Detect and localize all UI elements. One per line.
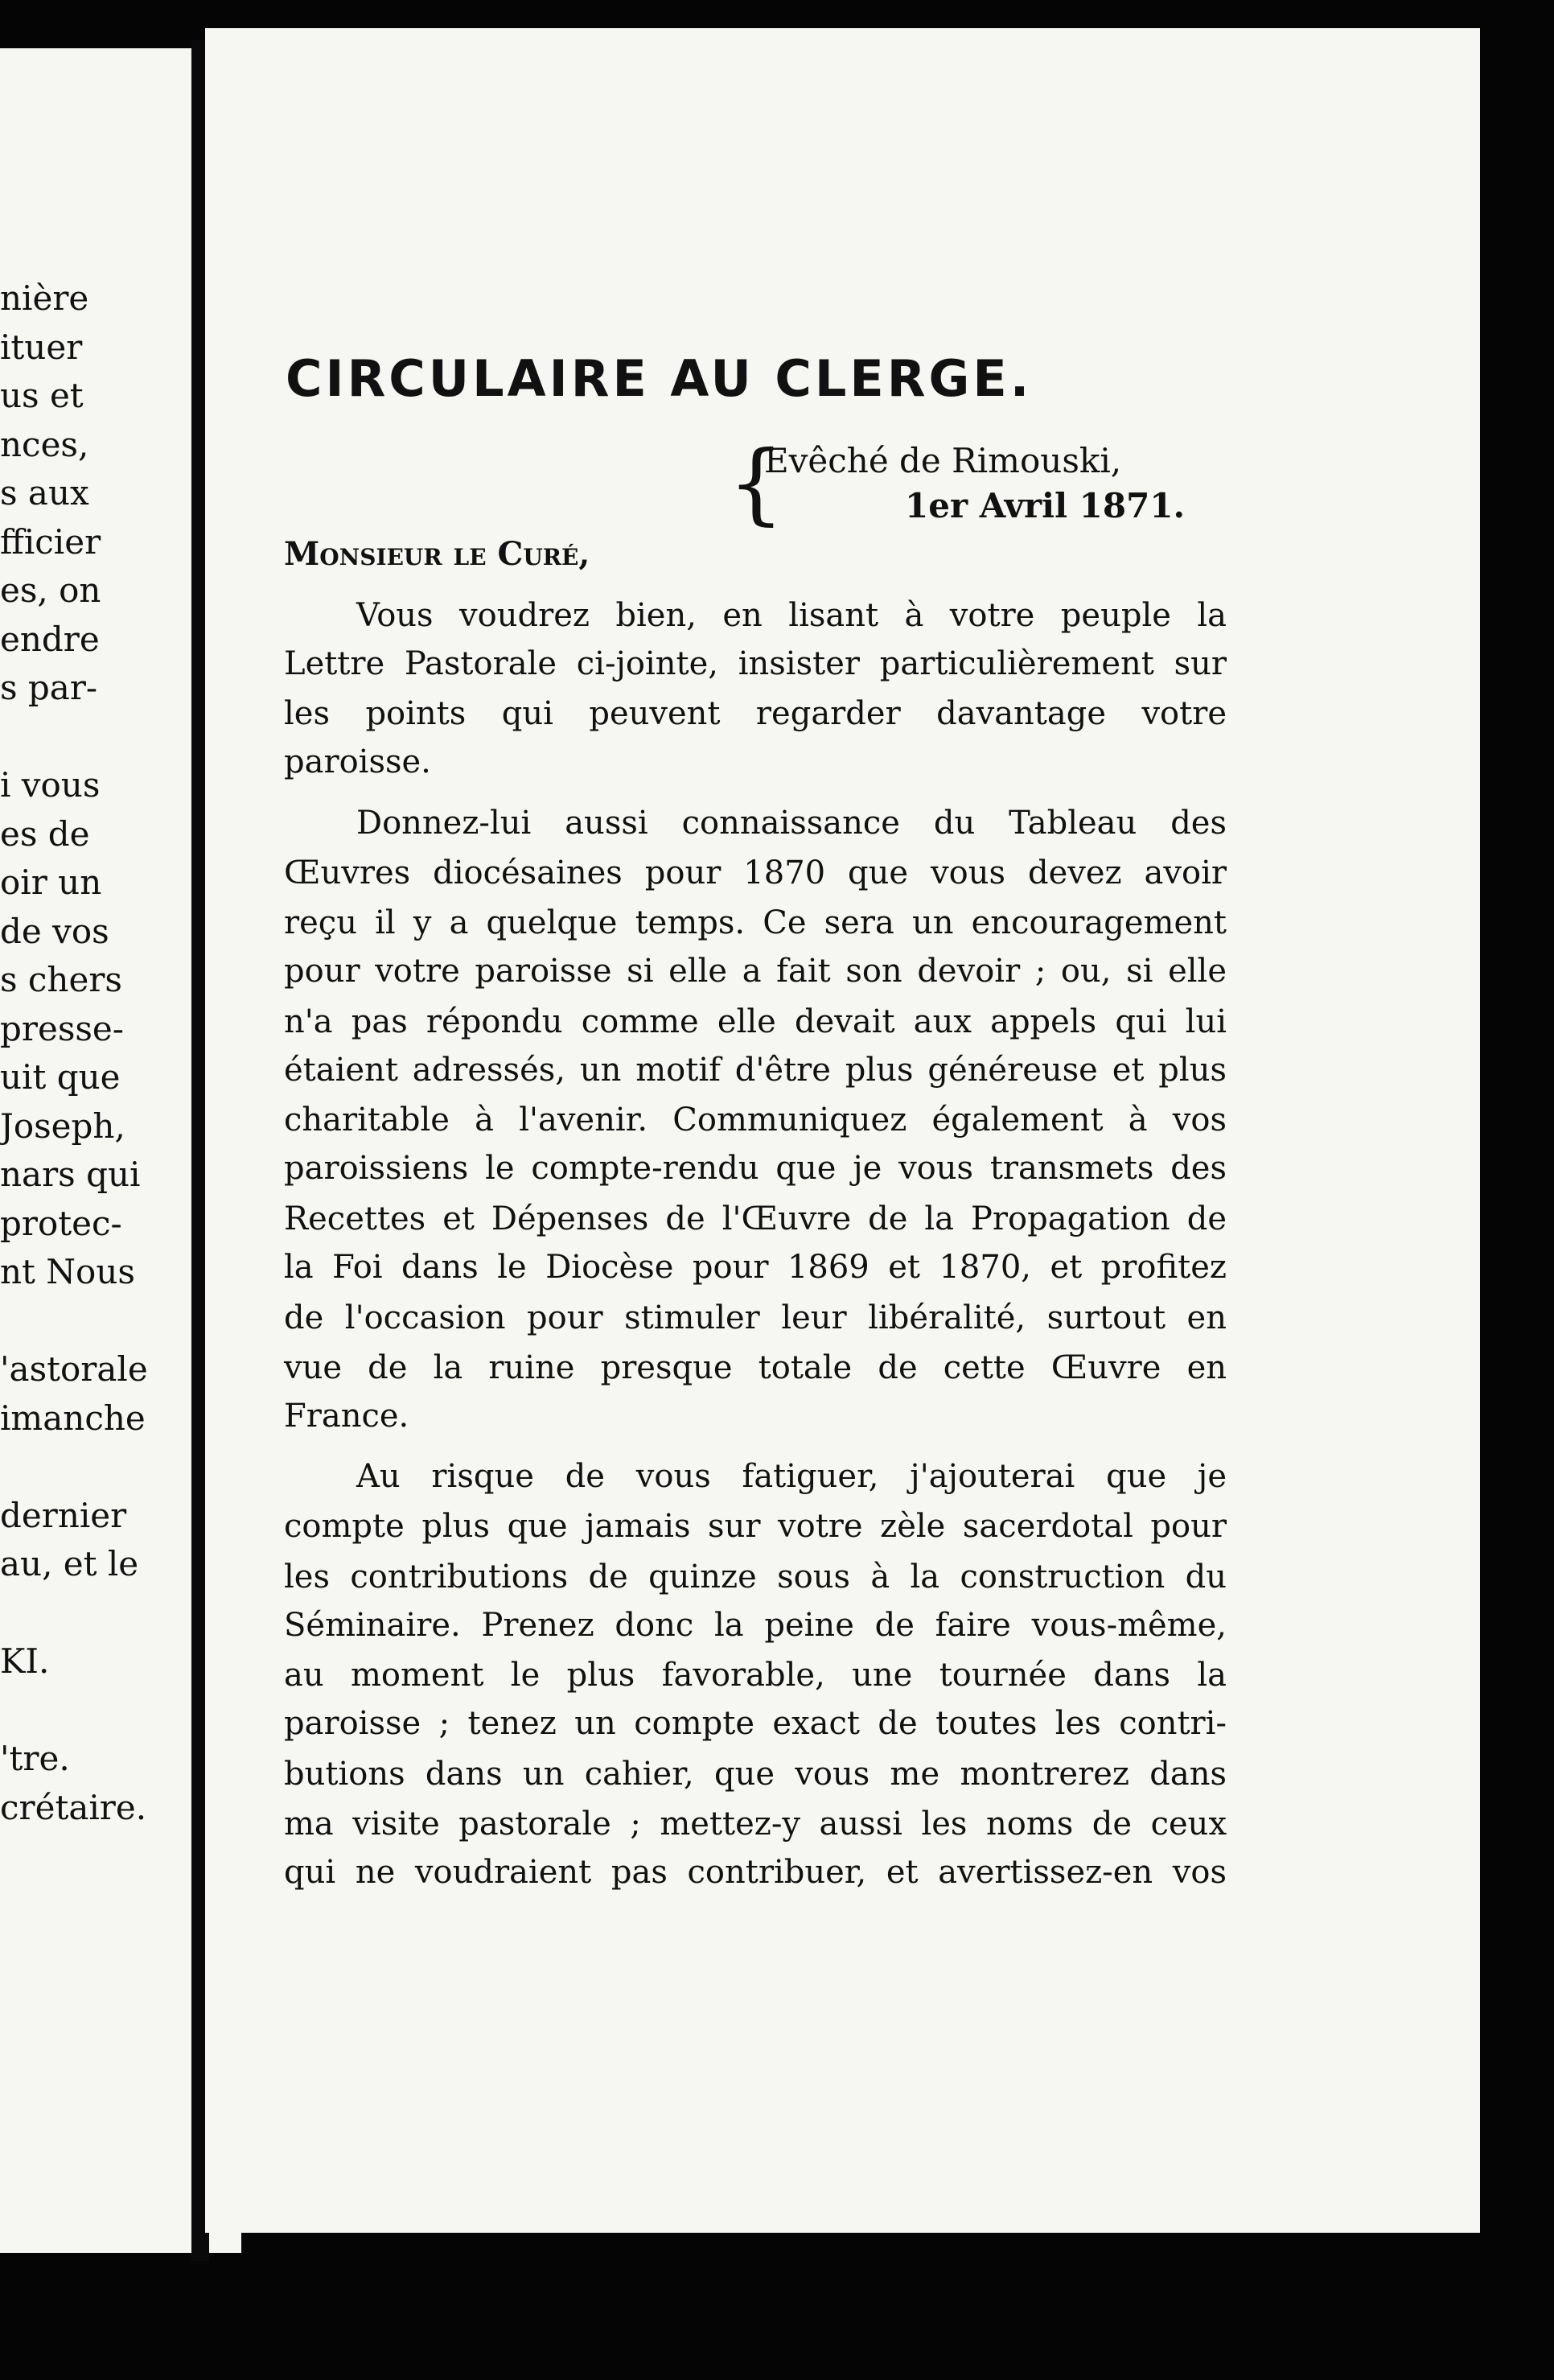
body-line: Lettre Pastorale ci-jointe, insister particulièrement sur <box>284 645 1227 682</box>
body-line: Au risque de vous fatiguer, j'ajouterai que je <box>356 1458 1227 1495</box>
left-page-line: nars qui <box>0 1155 141 1194</box>
left-page-line: uit que <box>0 1057 121 1097</box>
body-line: compte plus que jamais sur votre zèle sacerdotal pour <box>284 1508 1227 1545</box>
dateline-place: Evêché de Rimouski, <box>764 441 1122 480</box>
brace-icon: { <box>728 431 784 534</box>
left-page-line: au, et le <box>0 1544 139 1583</box>
left-page-line: nière <box>0 278 89 318</box>
left-page-line: i vous <box>0 765 101 805</box>
salutation: Monsieur le Curé, <box>284 535 590 573</box>
left-page-line: endre <box>0 619 100 659</box>
body-line: étaient adressés, un motif d'être plus généreuse et plus <box>284 1052 1227 1089</box>
body-line: butions dans un cahier, que vous me montrerez dans <box>284 1756 1227 1793</box>
body-line: charitable à l'avenir. Communiquez également à vos <box>284 1101 1227 1139</box>
body-line: la Foi dans le Diocèse pour 1869 et 1870, et profitez <box>284 1249 1227 1286</box>
dateline-date: 1er Avril 1871. <box>905 486 1186 525</box>
body-line: Donnez-lui aussi connaissance du Tableau des <box>356 805 1227 842</box>
left-page-line: protec- <box>0 1203 122 1243</box>
left-page-line: s aux <box>0 473 89 513</box>
left-page-line: 'astorale <box>0 1349 148 1389</box>
left-page-line: presse- <box>0 1008 124 1048</box>
body-line: Séminaire. Prenez donc la peine de faire vous-même, <box>284 1607 1227 1644</box>
body-line: les points qui peuvent regarder davantage votre <box>284 695 1227 732</box>
body-line: qui ne voudraient pas contribuer, et avertissez-en vos <box>284 1854 1227 1891</box>
body-line: n'a pas répondu comme elle devait aux appels qui lui <box>284 1003 1227 1040</box>
body-line: pour votre paroisse si elle a fait son devoir ; ou, si elle <box>284 953 1227 990</box>
body-line: les contributions de quinze sous à la construction du <box>284 1559 1227 1596</box>
left-page-line: Joseph, <box>0 1106 125 1146</box>
body-line: Vous voudrez bien, en lisant à votre peuple la <box>356 597 1227 634</box>
left-page-line: s par- <box>0 668 98 707</box>
left-page-line: fficier <box>0 521 101 562</box>
left-page-line: 'tre. <box>0 1739 70 1778</box>
body-line: paroisse. <box>284 743 431 780</box>
body-line: Œuvres diocésaines pour 1870 que vous devez avoir <box>284 854 1227 891</box>
left-page-line: dernier <box>0 1495 127 1535</box>
left-page-line: s chers <box>0 960 122 999</box>
body-line: Recettes et Dépenses de l'Œuvre de la Propagation de <box>284 1200 1227 1237</box>
body-line: de l'occasion pour stimuler leur libéralité, surtout en <box>284 1299 1227 1336</box>
left-page-line: KI. <box>0 1641 50 1681</box>
left-page-line: imanche <box>0 1398 146 1438</box>
left-page-line: oir un <box>0 863 102 902</box>
left-page-line: us et <box>0 376 84 415</box>
body-line: ma visite pastorale ; mettez-y aussi les noms de ceux <box>284 1806 1227 1843</box>
left-page-line: de vos <box>0 911 109 951</box>
left-page-line: crétaire. <box>0 1787 147 1827</box>
left-page-line: ituer <box>0 327 83 367</box>
page-title: CIRCULAIRE AU CLERGE. <box>286 349 1033 408</box>
left-page-line: nt Nous <box>0 1252 135 1291</box>
left-page-line: nces, <box>0 424 89 464</box>
body-line: vue de la ruine presque totale de cette Œuvre en <box>284 1349 1227 1386</box>
body-line: paroisse ; tenez un compte exact de toutes les contri- <box>284 1705 1227 1742</box>
left-page-line: es, on <box>0 570 101 610</box>
body-line: France. <box>284 1398 409 1435</box>
body-line: reçu il y a quelque temps. Ce sera un encouragement <box>284 904 1227 941</box>
body-line: paroissiens le compte-rendu que je vous transmets des <box>284 1150 1227 1187</box>
body-line: au moment le plus favorable, une tournée dans la <box>284 1657 1227 1694</box>
left-page-line: es de <box>0 813 90 854</box>
